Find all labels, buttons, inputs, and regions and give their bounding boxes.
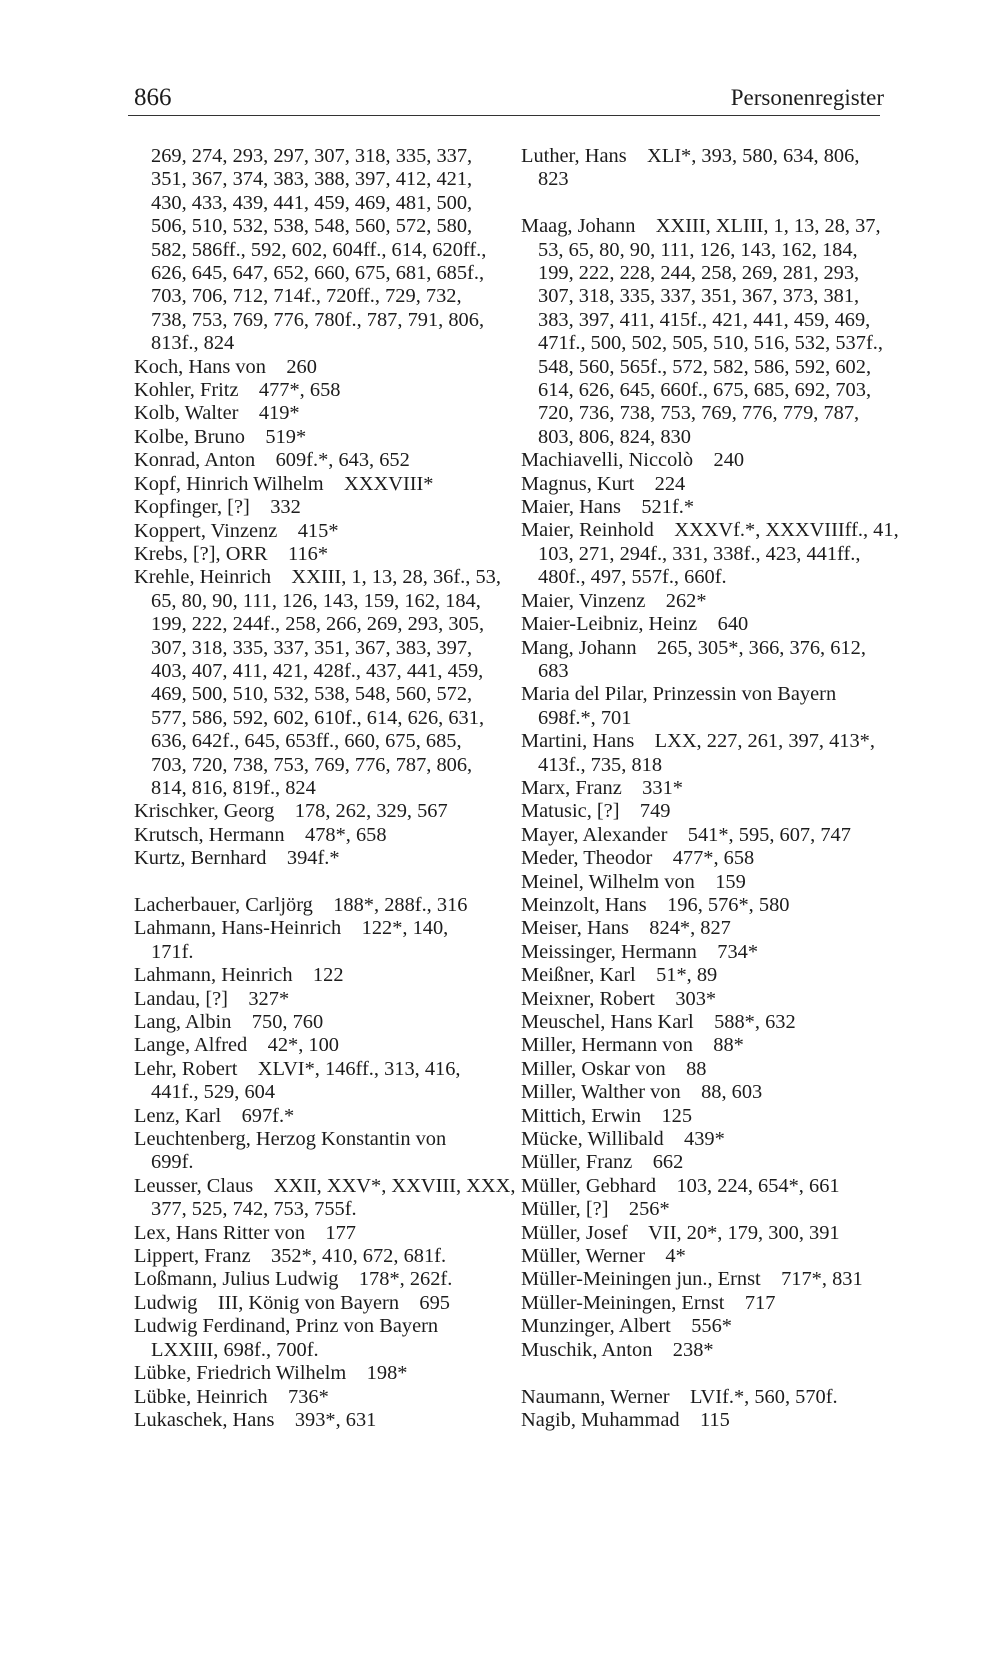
index-entry: Martini, Hans LXX, 227, 261, 397, 413*, — [521, 730, 875, 753]
index-entry: Müller, Josef VII, 20*, 179, 300, 391 — [521, 1221, 840, 1244]
index-entry-continuation: 506, 510, 532, 538, 548, 560, 572, 580, — [151, 215, 473, 238]
index-entry: Lex, Hans Ritter von 177 — [134, 1221, 356, 1244]
index-entry-continuation: 582, 586ff., 592, 602, 604ff., 614, 620ff., — [151, 238, 487, 261]
index-entry: Leusser, Claus XXII, XXV*, XXVIII, XXX, — [134, 1174, 516, 1197]
index-entry: Lacherbauer, Carljörg 188*, 288f., 316 — [134, 893, 468, 916]
index-entry-continuation: 53, 65, 80, 90, 111, 126, 143, 162, 184, — [538, 238, 858, 261]
index-entry-continuation: 703, 706, 712, 714f., 720ff., 729, 732, — [151, 285, 462, 308]
index-entry: Meissinger, Hermann 734* — [521, 940, 759, 963]
index-entry: Müller-Meiningen, Ernst 717 — [521, 1291, 776, 1314]
index-entry: Maier-Leibniz, Heinz 640 — [521, 613, 749, 636]
index-entry: Maag, Johann XXIII, XLIII, 1, 13, 28, 37, — [521, 215, 881, 238]
index-entry: Miller, Hermann von 88* — [521, 1034, 744, 1057]
index-entry-continuation: 814, 816, 819f., 824 — [151, 776, 316, 799]
index-entry-continuation: LXXIII, 698f., 700f. — [151, 1338, 319, 1361]
index-entry: Meuschel, Hans Karl 588*, 632 — [521, 1011, 796, 1034]
index-entry-continuation: 471f., 500, 502, 505, 510, 516, 532, 537f., — [538, 332, 883, 355]
letter-group-gap — [134, 871, 504, 894]
index-entry: Lenz, Karl 697f.* — [134, 1104, 295, 1127]
index-entry: Meißner, Karl 51*, 89 — [521, 964, 718, 987]
index-entry: Landau, [?] 327* — [134, 987, 290, 1010]
index-entry-continuation: 738, 753, 769, 776, 780f., 787, 791, 806, — [151, 308, 485, 331]
index-entry: Kopfinger, [?] 332 — [134, 496, 301, 519]
index-entry: Koch, Hans von 260 — [134, 355, 317, 378]
index-entry: Lehr, Robert XLVI*, 146ff., 313, 416, — [134, 1057, 461, 1080]
index-entry: Meinzolt, Hans 196, 576*, 580 — [521, 893, 790, 916]
index-column-right — [521, 145, 899, 1432]
index-entry-continuation: 577, 586, 592, 602, 610f., 614, 626, 631, — [151, 706, 485, 729]
index-entry: Miller, Oskar von 88 — [521, 1057, 707, 1080]
index-entry: Kolbe, Bruno 519* — [134, 425, 307, 448]
index-entry-continuation: 383, 397, 411, 415f., 421, 441, 459, 469, — [538, 308, 871, 331]
index-entry: Kohler, Fritz 477*, 658 — [134, 379, 341, 402]
index-entry: Maier, Hans 521f.* — [521, 496, 695, 519]
index-entry: Leuchtenberg, Herzog Konstantin von — [134, 1128, 447, 1151]
index-entry: Krutsch, Hermann 478*, 658 — [134, 823, 387, 846]
index-entry: Lang, Albin 750, 760 — [134, 1011, 324, 1034]
index-entry-continuation: 430, 433, 439, 441, 459, 469, 481, 500, — [151, 191, 473, 214]
index-entry-continuation: 469, 500, 510, 532, 538, 548, 560, 572, — [151, 683, 473, 706]
index-entry: Munzinger, Albert 556* — [521, 1315, 732, 1338]
index-entry-continuation: 614, 626, 645, 660f., 675, 685, 692, 703, — [538, 379, 872, 402]
index-entry: Kurtz, Bernhard 394f.* — [134, 847, 340, 870]
index-entry: Krehle, Heinrich XXIII, 1, 13, 28, 36f., 53, — [134, 566, 501, 589]
index-entry-continuation: 699f. — [151, 1151, 194, 1174]
index-entry: Lahmann, Hans-Heinrich 122*, 140, — [134, 917, 449, 940]
page-header — [134, 80, 884, 116]
index-entry-continuation: 351, 367, 374, 383, 388, 397, 412, 421, — [151, 168, 473, 191]
page-number: 866 — [134, 84, 172, 111]
index-entry: Mang, Johann 265, 305*, 366, 376, 612, — [521, 636, 866, 659]
index-entry: Maier, Vinzenz 262* — [521, 589, 707, 612]
index-entry: Kolb, Walter 419* — [134, 402, 300, 425]
index-entry: Müller-Meiningen jun., Ernst 717*, 831 — [521, 1268, 863, 1291]
index-entry-continuation: 199, 222, 228, 244, 258, 269, 281, 293, — [538, 262, 860, 285]
index-entry: Loßmann, Julius Ludwig 178*, 262f. — [134, 1268, 453, 1291]
index-entry: Naumann, Werner LVIf.*, 560, 570f. — [521, 1385, 838, 1408]
index-entry: Müller, [?] 256* — [521, 1198, 670, 1221]
index-entry: Mittich, Erwin 125 — [521, 1104, 693, 1127]
index-entry: Machiavelli, Niccolò 240 — [521, 449, 745, 472]
running-title: Personenregister — [730, 85, 884, 110]
index-entry: Marx, Franz 331* — [521, 776, 683, 799]
index-entry: Luther, Hans XLI*, 393, 580, 634, 806, — [521, 145, 860, 167]
index-entry-continuation: 171f. — [151, 940, 194, 963]
index-entry: Magnus, Kurt 224 — [521, 472, 686, 495]
index-entry: Mayer, Alexander 541*, 595, 607, 747 — [521, 823, 851, 846]
index-entry: Lübke, Heinrich 736* — [134, 1385, 329, 1408]
index-entry-continuation: 480f., 497, 557f., 660f. — [538, 566, 727, 589]
letter-group-gap — [521, 1362, 891, 1385]
index-entry: Müller, Werner 4* — [521, 1245, 686, 1268]
index-entry-continuation: 307, 318, 335, 337, 351, 367, 373, 381, — [538, 285, 860, 308]
header-rule — [128, 115, 880, 116]
letter-group-gap — [521, 192, 891, 215]
index-entry-continuation: 720, 736, 738, 753, 769, 776, 779, 787, — [538, 402, 860, 425]
index-entry-continuation: 703, 720, 738, 753, 769, 776, 787, 806, — [151, 753, 473, 776]
index-entry: Nagib, Muhammad 115 — [521, 1408, 730, 1431]
index-entry: Muschik, Anton 238* — [521, 1338, 714, 1361]
index-entry-continuation: 636, 642f., 645, 653ff., 660, 675, 685, — [151, 730, 462, 753]
index-entry: Meinel, Wilhelm von 159 — [521, 870, 746, 893]
index-entry: Matusic, [?] 749 — [521, 800, 671, 823]
index-entry: Müller, Gebhard 103, 224, 654*, 661 — [521, 1174, 840, 1197]
index-entry: Lahmann, Heinrich 122 — [134, 964, 344, 987]
index-entry: Meiser, Hans 824*, 827 — [521, 917, 731, 940]
index-entry-continuation: 269, 274, 293, 297, 307, 318, 335, 337, — [151, 145, 473, 167]
index-entry: Miller, Walther von 88, 603 — [521, 1081, 763, 1104]
index-entry: Lübke, Friedrich Wilhelm 198* — [134, 1362, 408, 1385]
index-entry: Lippert, Franz 352*, 410, 672, 681f. — [134, 1245, 447, 1268]
index-entry-continuation: 813f., 824 — [151, 332, 235, 355]
index-column-left — [134, 145, 516, 1432]
index-entry: Ludwig Ferdinand, Prinz von Bayern — [134, 1315, 439, 1338]
index-entry-continuation: 199, 222, 244f., 258, 266, 269, 293, 305, — [151, 613, 485, 636]
index-entry: Krebs, [?], ORR 116* — [134, 542, 329, 565]
index-entry-continuation: 803, 806, 824, 830 — [538, 425, 691, 448]
index-entry: Lukaschek, Hans 393*, 631 — [134, 1408, 377, 1431]
index-entry: Müller, Franz 662 — [521, 1151, 684, 1174]
index-entry: Konrad, Anton 609f.*, 643, 652 — [134, 449, 410, 472]
index-entry: Koppert, Vinzenz 415* — [134, 519, 339, 542]
index-entry-continuation: 683 — [538, 659, 569, 682]
index-entry-continuation: 823 — [538, 168, 569, 191]
index-entry-continuation: 413f., 735, 818 — [538, 753, 663, 776]
index-entry: Meixner, Robert 303* — [521, 987, 717, 1010]
index-entry-continuation: 307, 318, 335, 337, 351, 367, 383, 397, — [151, 636, 473, 659]
index-entry: Kopf, Hinrich Wilhelm XXXVIII* — [134, 472, 434, 495]
index-entry-continuation: 103, 271, 294f., 331, 338f., 423, 441ff., — [538, 542, 861, 565]
index-entry: Ludwig III, König von Bayern 695 — [134, 1291, 451, 1314]
index-entry-continuation: 441f., 529, 604 — [151, 1081, 276, 1104]
index-entry: Krischker, Georg 178, 262, 329, 567 — [134, 800, 448, 823]
index-entry-continuation: 548, 560, 565f., 572, 582, 586, 592, 602, — [538, 355, 872, 378]
index-entry: Mücke, Willibald 439* — [521, 1128, 725, 1151]
index-entry-continuation: 377, 525, 742, 753, 755f. — [151, 1198, 357, 1221]
index-entry-continuation: 65, 80, 90, 111, 126, 143, 159, 162, 184, — [151, 589, 481, 612]
index-entry: Meder, Theodor 477*, 658 — [521, 847, 755, 870]
index-entry: Lange, Alfred 42*, 100 — [134, 1034, 339, 1057]
index-entry: Maier, Reinhold XXXVf.*, XXXVIIIff., 41, — [521, 519, 899, 542]
index-entry: Maria del Pilar, Prinzessin von Bayern — [521, 683, 837, 706]
index-entry-continuation: 626, 645, 647, 652, 660, 675, 681, 685f., — [151, 262, 485, 285]
index-entry-continuation: 698f.*, 701 — [538, 706, 632, 729]
index-entry-continuation: 403, 407, 411, 421, 428f., 437, 441, 459, — [151, 659, 484, 682]
